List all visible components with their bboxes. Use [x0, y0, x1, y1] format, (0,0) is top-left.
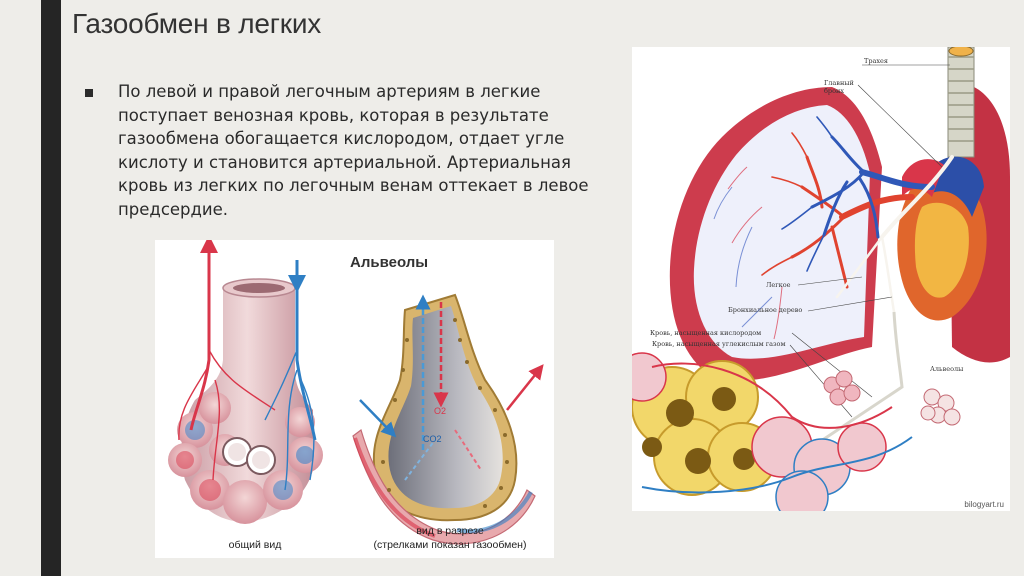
small-alveoli-cluster	[824, 371, 960, 425]
slide-title: Газообмен в легких	[72, 8, 322, 39]
co2-label: CO2	[423, 434, 442, 444]
watermark: bilogyart.ru	[964, 500, 1004, 509]
slide-sidebar-bar	[41, 0, 61, 576]
caption-section-line1: вид в разрезе	[416, 525, 484, 537]
label-trachea: Трахея	[864, 57, 888, 65]
caption-section-line2: (стрелками показан газообмен)	[373, 539, 527, 551]
caption-section-view	[345, 524, 555, 552]
caption-general-view: общий вид	[228, 539, 282, 551]
label-oxygen-blood: Кровь, насыщенная кислородом	[650, 329, 762, 337]
label-bronchial-tree: Бронхиальное дерево	[728, 306, 803, 314]
bullet-square-icon	[85, 89, 93, 97]
alveoli-cluster	[632, 353, 912, 511]
alveoli-section-view	[353, 295, 539, 544]
lung-illustration	[632, 47, 1010, 511]
label-alveoli: Альвеолы	[930, 365, 964, 373]
label-lung: Легкое	[766, 281, 791, 289]
alveoli-illustration	[155, 240, 554, 558]
trachea	[948, 47, 974, 157]
bullet-text: По левой и правой легочным артериям в легкие поступает венозная кровь, которая в результате газообмена обогащается кислородом, отдает угле кислоту и становится артериальной. Артериальная кровь из легких по легочным венам оттекает в левое предсердие.	[118, 82, 589, 219]
lung-figure	[632, 47, 1010, 511]
alveoli-figure-title: Альвеолы	[350, 254, 429, 271]
label-co2-blood: Кровь, насыщенная углекислым газом	[652, 340, 786, 348]
alveoli-general-view	[168, 244, 323, 524]
o2-label: O2	[434, 406, 447, 416]
label-bronchus-1: Главный	[824, 79, 854, 87]
alveoli-figure	[155, 240, 554, 558]
label-bronchus-2: бронх	[824, 87, 844, 95]
